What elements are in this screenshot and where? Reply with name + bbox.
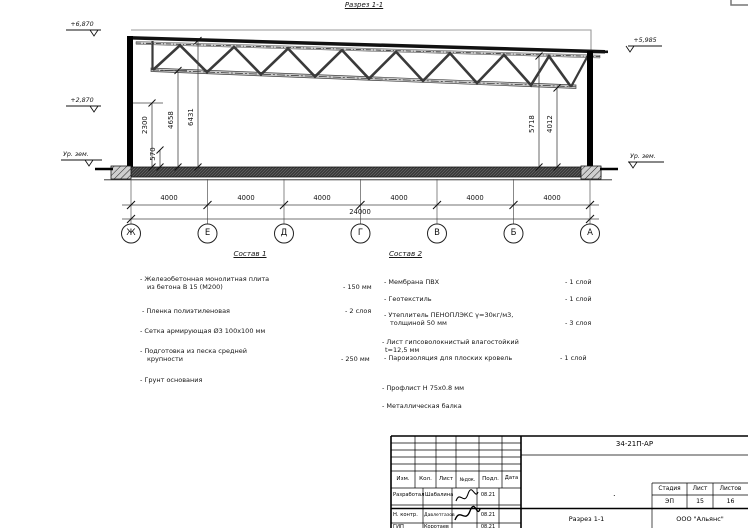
vertical-dimension-ticks	[149, 37, 561, 171]
sostav2-item-2-line1: - Геотекстиль	[384, 295, 432, 303]
elevation-label-mid-left: +2,870	[70, 97, 94, 104]
drawing-title: Разрез 1-1	[344, 1, 384, 9]
sheet-frame-corner	[731, 0, 748, 5]
sostav2-item-2-value: - 1 слой	[565, 295, 592, 303]
stamp-row2-name: Давлетгазов	[424, 513, 455, 518]
stamp-row1-date: 08.21	[480, 492, 496, 498]
stamp-col-kol: Кол.	[419, 476, 432, 482]
stamp-sheet-value: 15	[696, 497, 704, 505]
stamp-stage-col: Стадия	[658, 486, 681, 492]
stamp-row3-role: ГИП	[393, 523, 404, 528]
stamp-col-list: Лист	[438, 476, 454, 482]
sostav1-item-5-line1: - Грунт основания	[140, 376, 203, 384]
stamp-row1-role: Разработал	[393, 492, 425, 498]
sostav2-item-4-line2: t=12,5 мм	[385, 345, 420, 354]
stamp-section-label: Разрез 1-1	[568, 515, 605, 523]
axis-label-b: Б	[510, 228, 517, 238]
sostav1-item-4-line1: - Подготовка из песка средней	[140, 347, 247, 355]
dim-4012: 4012	[545, 115, 554, 133]
sostav2-item-1-line1: - Мембрана ПВХ	[384, 278, 440, 286]
stamp-company: ООО "Альянс"	[676, 515, 724, 523]
stamp-sheet-col: Лист	[692, 486, 708, 492]
dim-bay-4: 4000	[390, 193, 408, 202]
sostav2-item-3-line1: - Утеплитель ПЕНОПЛЭКС γ=30кг/м3,	[384, 311, 514, 319]
stamp-col-izm: Изм.	[396, 476, 410, 482]
roof	[128, 36, 608, 58]
ground-level-label-right: Ур. зем.	[630, 153, 656, 160]
sostav1-title: Состав 1	[233, 249, 267, 258]
axis-label-g: Г	[357, 228, 364, 238]
dim-5718: 5718	[527, 115, 536, 133]
sostav2-title: Состав 2	[389, 249, 423, 258]
stamp-row2-date: 08.21	[480, 512, 496, 518]
sostav1-item-2-line1: - Пленка полиэтиленовая	[142, 307, 230, 315]
dim-bay-3: 4000	[313, 193, 331, 202]
stamp-col-data: Дата	[504, 475, 519, 481]
sostav2-item-5-line1: - Пароизоляция для плоских кровель	[384, 354, 513, 362]
sostav1-item-1-line1: - Железобетонная монолитная плита	[140, 275, 270, 283]
axis-label-d: Д	[280, 228, 288, 238]
dim-bay-1: 4000	[160, 193, 178, 202]
stamp-row1-name: Шабалина	[425, 492, 454, 498]
dim-bay-6: 4000	[543, 193, 561, 202]
sostav2-item-3-value: - 3 слоя	[565, 318, 592, 327]
sostav2-item-5-value: - 1 слой	[560, 354, 587, 362]
dim-570: 570	[148, 147, 157, 161]
sostav2-item-7-line1: - Металлическая балка	[382, 402, 462, 410]
columns	[127, 36, 593, 172]
sostav1-item-2-value: - 2 слоя	[345, 307, 372, 315]
sostav1-item-4-value: - 250 мм	[341, 354, 370, 363]
dim-4658: 4658	[166, 111, 175, 129]
stamp-row2-role: Н. контр.	[393, 512, 418, 518]
dim-bay-2: 4000	[237, 193, 255, 202]
sostav1-item-3-line1: - Сетка армирующая Ø3 100х100 мм	[140, 327, 266, 335]
stamp-row3-name: Коротаев	[424, 523, 449, 528]
stamp-stray-dot: .	[613, 489, 616, 498]
stamp-col-ndok: №док.	[459, 478, 476, 483]
stamp-row3-date: 08.21	[480, 523, 496, 528]
sostav2-item-3-line2: толщиной 50 мм	[390, 318, 447, 327]
stamp-doc-number: 34-21П-АР	[615, 440, 654, 448]
axis-label-a: А	[587, 228, 593, 238]
axis-label-v: В	[434, 228, 440, 238]
floor-slab	[95, 166, 618, 180]
sostav1-item-1-value: - 150 мм	[343, 282, 372, 291]
dim-2300: 2300	[140, 116, 149, 134]
sostav1-item-4-line2: крупности	[147, 354, 183, 363]
dim-6431: 6431	[186, 108, 195, 126]
stamp-col-podl: Подл.	[482, 476, 499, 482]
sostav2-item-1-value: - 1 слой	[565, 278, 592, 286]
stamp-stage-value: ЭП	[665, 497, 674, 505]
dim-total: 24000	[349, 208, 371, 216]
axis-label-e: Е	[204, 228, 211, 238]
stamp-sheets-col: Листов	[719, 486, 742, 492]
sostav1-item-1-line2: из бетона В 15 (М200)	[147, 282, 223, 291]
elevation-label-top-left: +6,870	[70, 21, 94, 28]
sostav2-item-4-line1: - Лист гипсоволокнистый влагостойкий	[382, 338, 519, 346]
stamp-sheets-value: 16	[726, 497, 735, 505]
ground-level-label-left: Ур. зем.	[63, 151, 89, 158]
elevation-label-top-right: +5,985	[633, 37, 657, 44]
axis-label-zh: Ж	[126, 228, 136, 238]
dim-bay-5: 4000	[466, 193, 484, 202]
sostav2-item-6-line1: - Профлист Н 75х0.8 мм	[382, 384, 465, 392]
